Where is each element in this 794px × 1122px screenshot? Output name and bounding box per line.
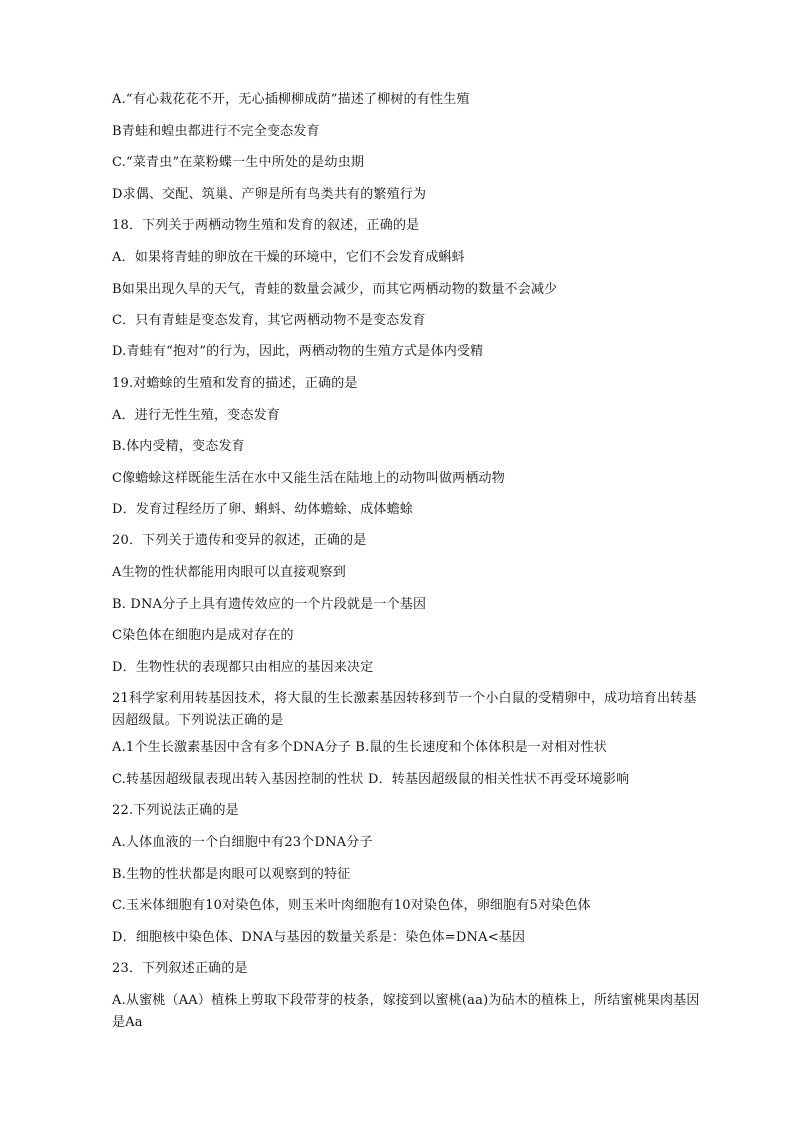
option-text: D．生物性状的表现都只由相应的基因来决定 bbox=[112, 660, 374, 675]
option-text: C.玉米体细胞有10对染色体，则玉米叶肉细胞有10对染色体，卵细胞有5对染色体 bbox=[112, 898, 591, 913]
option-text: A.1个生长激素基因中含有多个DNA分子 B.鼠的生长速度和个体体积是一对相对性状 bbox=[112, 740, 607, 755]
question-text: 23．下列叙述正确的是 bbox=[112, 961, 248, 976]
option-text: C.“菜青虫”在菜粉蝶一生中所处的是幼虫期 bbox=[112, 155, 365, 170]
option-text: D．细胞核中染色体、DNA与基因的数量关系是：染色体=DNA<基因 bbox=[112, 930, 526, 945]
option-text: D.青蛙有“抱对”的行为，因此，两栖动物的生殖方式是体内受精 bbox=[112, 344, 484, 359]
option-text: B.体内受精，变态发育 bbox=[112, 439, 245, 454]
option-text: B. DNA分子上具有遗传效应的一个片段就是一个基因 bbox=[112, 597, 427, 612]
question-text: 18．下列关于两栖动物生殖和发育的叙述，正确的是 bbox=[112, 218, 420, 233]
question-text: 22.下列说法正确的是 bbox=[112, 803, 239, 818]
option-text: A.人体血液的一个白细胞中有23个DNA分子 bbox=[112, 835, 373, 850]
option-text: B.生物的性状都是肉眼可以观察到的特征 bbox=[112, 867, 351, 882]
option-text: C像蟾蜍这样既能生活在水中又能生活在陆地上的动物叫做两栖动物 bbox=[112, 471, 505, 486]
option-text: D求偶、交配、筑巢、产卵是所有鸟类共有的繁殖行为 bbox=[112, 187, 427, 202]
option-text: C．只有青蛙是变态发育，其它两栖动物不是变态发育 bbox=[112, 313, 426, 328]
option-text: C染色体在细胞内是成对存在的 bbox=[112, 628, 294, 643]
option-text: A.从蜜桃（AA）植株上剪取下段带芽的枝条，嫁接到以蜜桃(aa)为砧木的植株上，所结蜜桃果肉基因是Aa bbox=[112, 993, 700, 1030]
option-text: B青蛙和蝗虫都进行不完全变态发育 bbox=[112, 124, 320, 139]
option-text: A.“有心栽花花不开，无心插柳柳成荫”描述了柳树的有性生殖 bbox=[112, 92, 470, 107]
question-text: 20．下列关于遗传和变异的叙述，正确的是 bbox=[112, 533, 367, 548]
option-text: B如果出现久旱的天气，青蛙的数量会减少，而其它两栖动物的数量不会减少 bbox=[112, 282, 558, 297]
option-text: A生物的性状都能用肉眼可以直接观察到 bbox=[112, 565, 346, 580]
question-text: 21科学家利用转基因技术，将大鼠的生长激素基因转移到节一个小白鼠的受精卵中，成功培育出转基因超级鼠。下列说法正确的是 bbox=[112, 691, 697, 728]
option-text: C.转基因超级鼠表现出转入基因控制的性状 D．转基因超级鼠的相关性状不再受环境影响 bbox=[112, 772, 630, 787]
option-text: A．如果将青蛙的卵放在干燥的环境中，它们不会发育成蝌蚪 bbox=[112, 250, 465, 265]
option-text: A．进行无性生殖，变态发育 bbox=[112, 408, 280, 423]
option-text: D．发育过程经历了卵、蝌蚪、幼体蟾蜍、成体蟾蜍 bbox=[112, 502, 414, 517]
question-text: 19.对蟾蜍的生殖和发育的描述，正确的是 bbox=[112, 376, 358, 391]
